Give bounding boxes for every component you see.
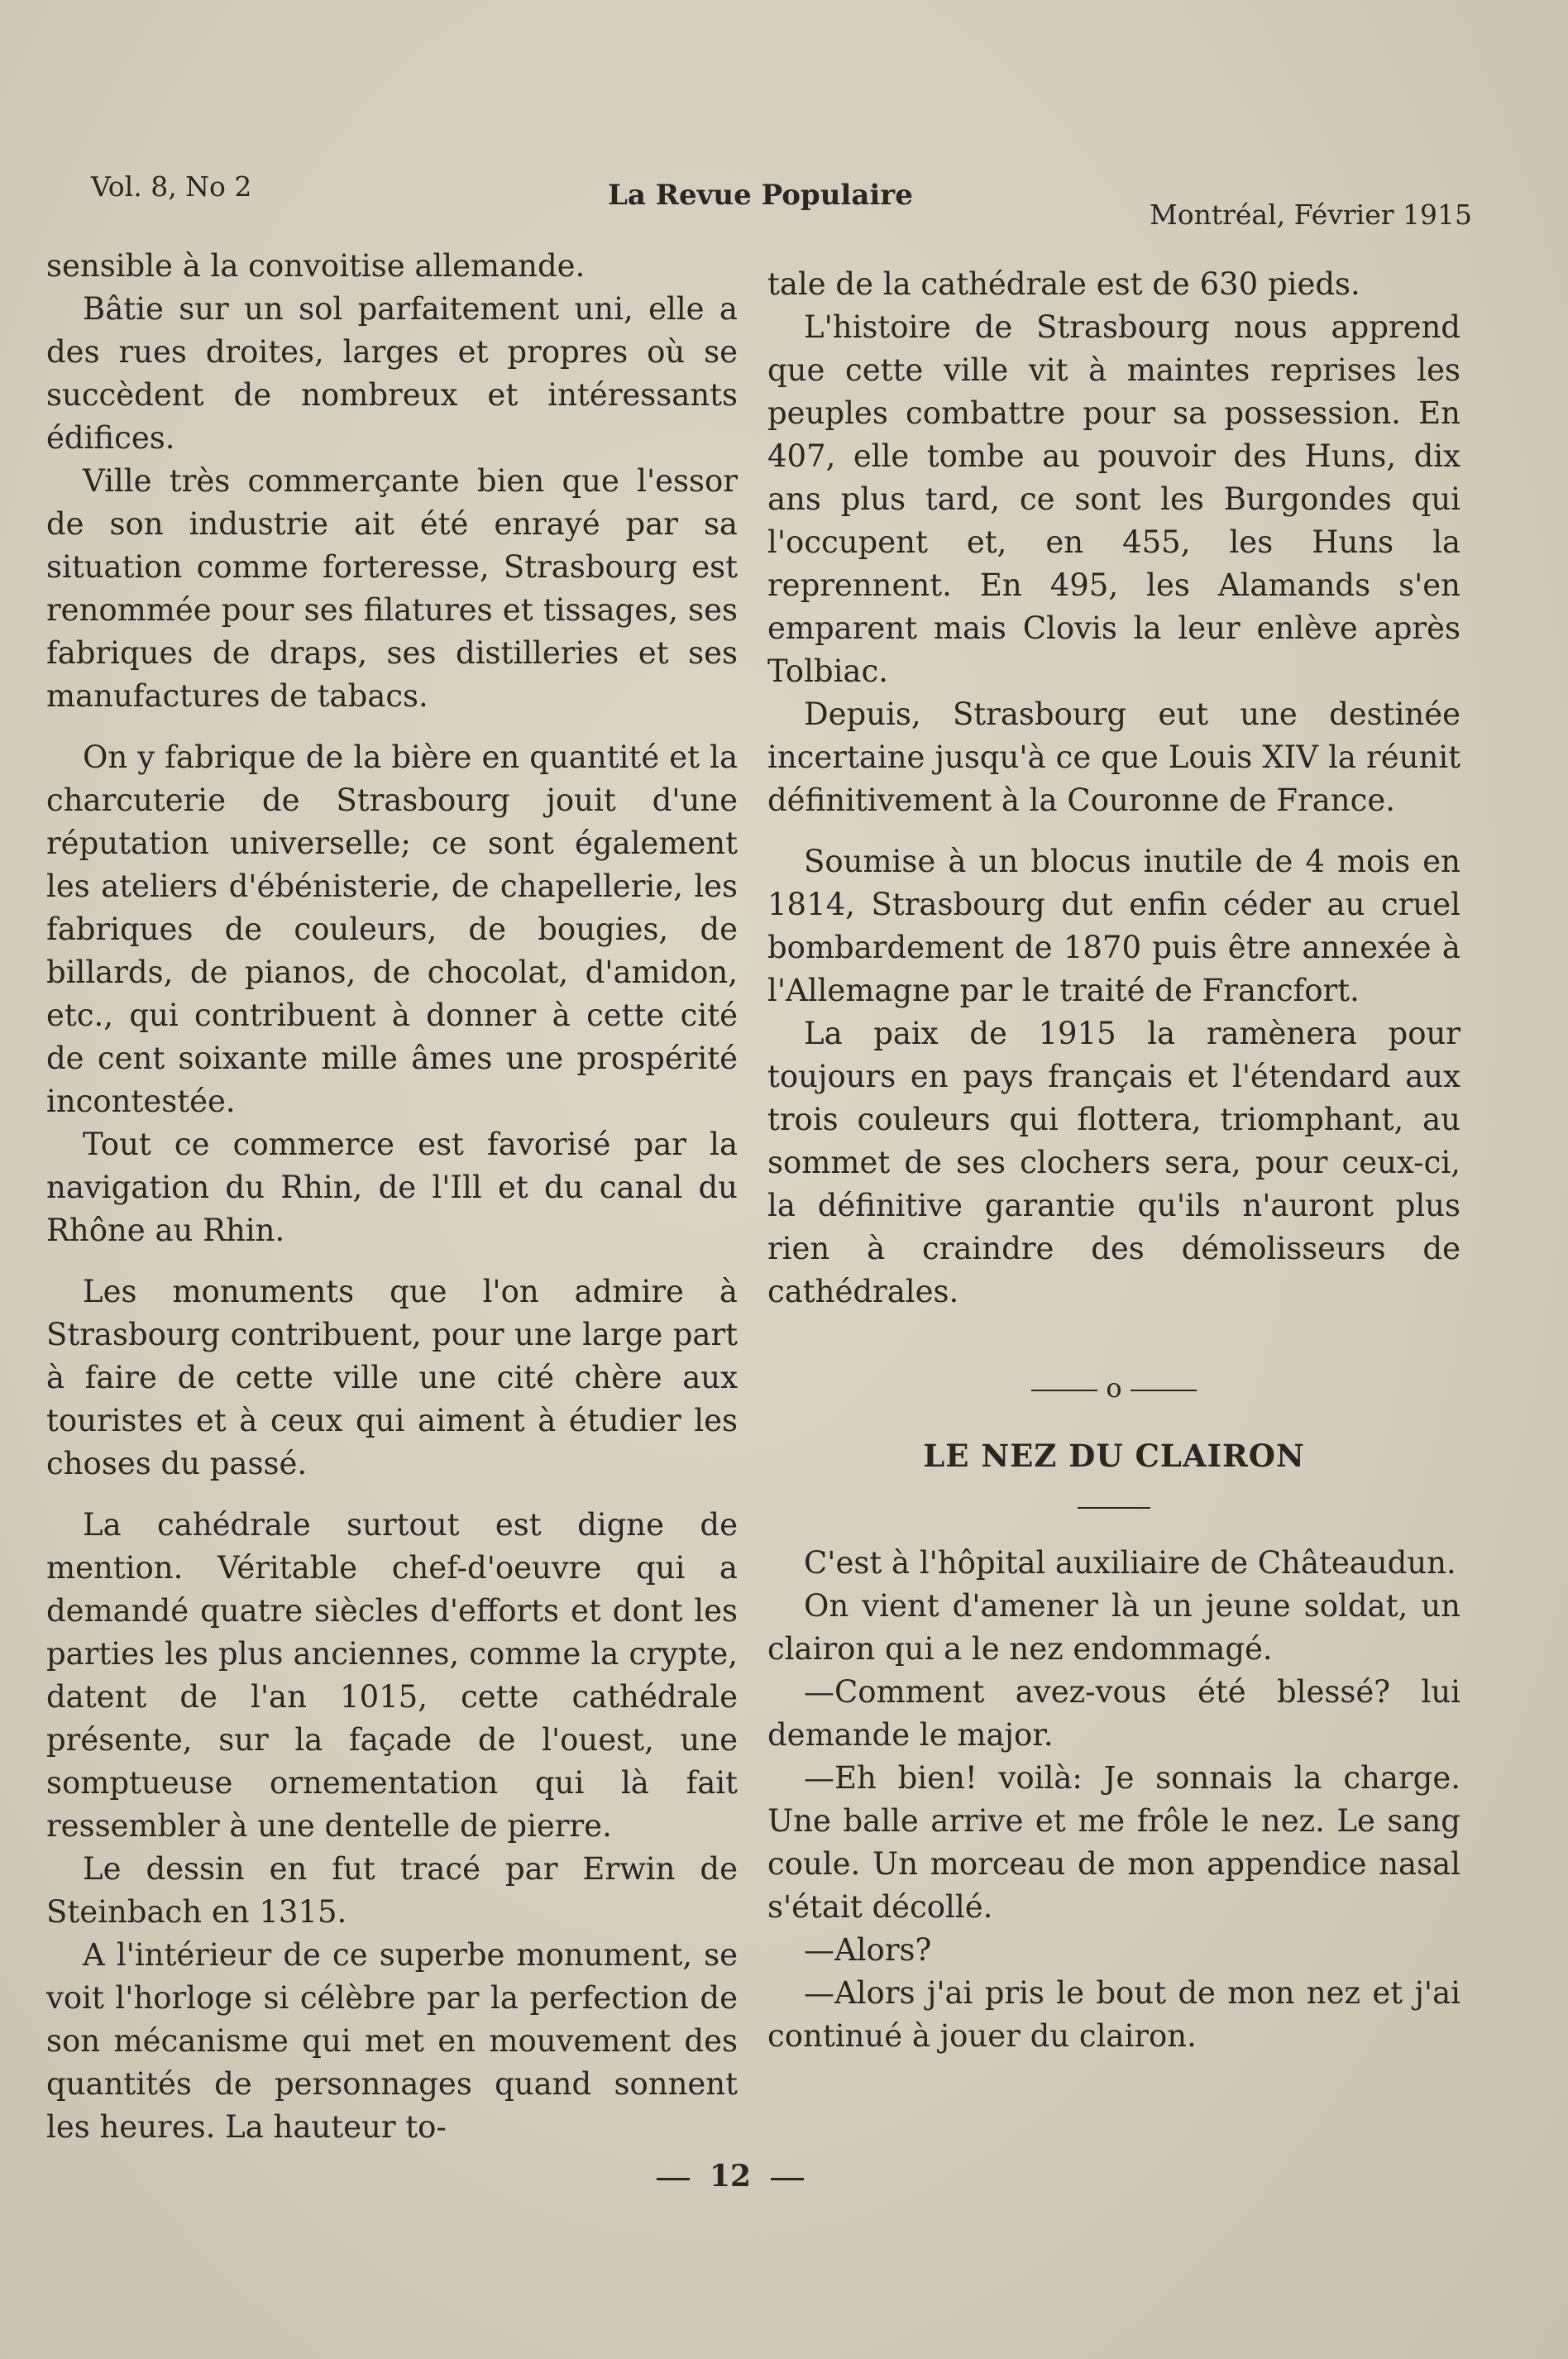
paragraph: L'histoire de Strasbourg nous apprend que cette ville vit à maintes reprises les peuples combattre pour sa possession. En 407, elle tombe au pouvoir des Huns, dix ans plus tard, ce sont les Burgondes qui l'occupent et, en 455, les Huns la reprennent. En 495, les Alamands s'en emparent mais Clovis la leur enlève après Tolbiac.	[767, 309, 1460, 689]
page-number-value: 12	[710, 2159, 752, 2194]
paragraph: La paix de 1915 la ramènera pour toujours en pays français et l'étendard aux trois couleurs qui flottera, triomphant, au sommet de ses clochers sera, pour ceux-ci, la définitive garantie qu'ils n'auront plus rien à craindre des démolisseurs de cathédrales.	[767, 1016, 1460, 1309]
left-column	[46, 245, 738, 2149]
divider-line	[1131, 1390, 1197, 1391]
divider-mark: o	[1106, 1372, 1122, 1404]
section-divider	[767, 1371, 1460, 1404]
paragraph: Ville très commerçante bien que l'essor de son industrie ait été enrayé par sa situation comme forteresse, Strasbourg est renommée pour ses filatures et tissages, ses fabriques de draps, ses distilleries et ses manufactures de tabacs.	[46, 463, 738, 714]
page-number	[637, 2159, 824, 2194]
paragraph: —Comment avez-vous été blessé? lui demande le major.	[767, 1674, 1460, 1753]
paragraph: Bâtie sur un sol parfaitement uni, elle a des rues droites, larges et propres où se succèdent de nombreux et intéressants édifices.	[46, 291, 738, 456]
page-header	[91, 165, 1472, 232]
paragraph: On vient d'amener là un jeune soldat, un clairon qui a le nez endommagé.	[767, 1588, 1460, 1667]
dash	[771, 2178, 804, 2180]
article-title: LE NEZ DU CLAIRON	[923, 1438, 1305, 1474]
place-date: Montréal, Février 1915	[1149, 199, 1472, 231]
paragraph: —Alors j'ai pris le bout de mon nez et j'ai continué à jouer du clairon.	[767, 1975, 1460, 2054]
paragraph: C'est à l'hôpital auxiliaire de Châteaudun.	[804, 1545, 1456, 1581]
paragraph: Le dessin en fut tracé par Erwin de Steinbach en 1315.	[46, 1851, 738, 1930]
paragraph: La cahédrale surtout est digne de mention. Véritable chef-d'oeuvre qui a demandé quatre siècles d'efforts et dont les parties les plus anciennes, comme la crypte, datent de l'an 1015, cette cathédrale présente, sur la façade de l'ouest, une somptueuse ornementation qui là fait ressembler à une dentelle de pierre.	[46, 1507, 738, 1844]
paragraph: On y fabrique de la bière en quantité et la charcuterie de Strasbourg jouit d'une réputation universelle; ce sont également les ateliers d'ébénisterie, de chapellerie, les fabriques de couleurs, de bougies, de billards, de pianos, de chocolat, d'amidon, etc., qui contribuent à donner à cette cité de cent soixante mille âmes une prospérité incontestée.	[46, 739, 738, 1119]
right-column	[767, 263, 1460, 2058]
paragraph: A l'intérieur de ce superbe monument, se voit l'horloge si célèbre par la perfection de son mécanisme qui met en mouvement des quantités de personnages quand sonnent les heures. La hauteur to-	[46, 1937, 738, 2145]
volume-number: Vol. 8, No 2	[91, 170, 252, 203]
publication-title: La Revue Populaire	[608, 179, 913, 212]
paragraph: tale de la cathédrale est de 630 pieds.	[767, 266, 1360, 302]
paragraph: —Eh bien! voilà: Je sonnais la charge. Une balle arrive et me frôle le nez. Le sang coule. Un morceau de mon appendice nasal s'était décollé.	[767, 1760, 1460, 1925]
dash	[657, 2178, 690, 2180]
paragraph: Les monuments que l'on admire à Strasbourg contribuent, pour une large part à faire de cette ville une cité chère aux touristes et à ceux qui aiment à étudier les choses du passé.	[46, 1274, 738, 1481]
paragraph: Tout ce commerce est favorisé par la navigation du Rhin, de l'Ill et du canal du Rhône au Rhin.	[46, 1127, 738, 1248]
paragraph: Soumise à un blocus inutile de 4 mois en 1814, Strasbourg dut enfin céder au cruel bombardement de 1870 puis être annexée à l'Allemagne par le traité de Francfort.	[767, 844, 1460, 1008]
divider-line	[1031, 1390, 1097, 1391]
paragraph: sensible à la convoitise allemande.	[46, 248, 586, 284]
paragraph: Depuis, Strasbourg eut une destinée incertaine jusqu'à ce que Louis XIV la réunit définitivement à la Couronne de France.	[767, 696, 1460, 818]
title-rule	[1078, 1507, 1150, 1509]
paragraph: —Alors?	[804, 1932, 932, 1968]
